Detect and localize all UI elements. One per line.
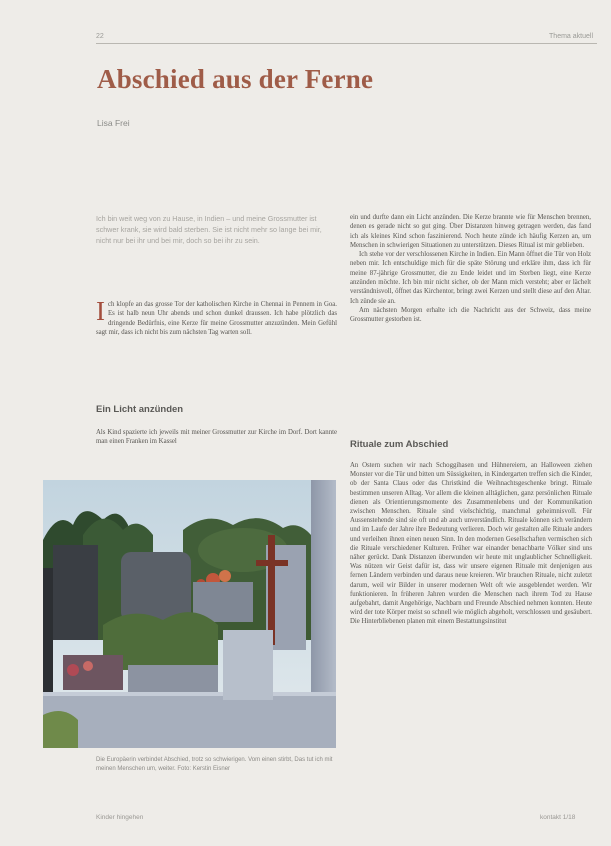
- paragraph: An Ostern suchen wir nach Schoggihasen und Hühnereiern, an Halloween ziehen Monster vor die Tür und bitten um Süssigkeiten, in Kindergarten treffen sich die Kinder, ob der Santa Claus oder das Christkind die Weihnachtsgeschenke bringt. Rituale bestimmen unseren Alltag. Vor allem die kleinen alltäglichen, ganz persönlichen Rituale dienen als Orientierungsmomente des Zusammenlebens und der Kommunikation zwischen Menschen. Rituale sind vielschichtig, manchmal geheimnisvoll. Für Aussenstehende sind sie oft und ab auch unverständlich. Rituale können sich verändern und im Laufe der Jahre ihre Bedeutung verlieren. Doch wir gestalten alle Rituale anders und verleihen ihnen einen neuen Sinn. In den modernen Gesellschaften vermischen sich die Rituale verschiedener Kulturen. Früher war einander benachbarte Völker sind uns näher gerückt. Dank Distanzen überwunden wir heute mit unglaublicher Schnelligkeit. Was nützen wir Geist dafür ist, dass wir unsere eigenen Rituale mit denjenigen aus fernen Ländern verbinden und daraus neue kreieren. Wir brauchen Rituale, nicht zuletzt darum, weil wir Bilder in unserer modernen Welt oft wie ausgeblendet werden. Wir funktionieren. In früheren Jahren wurden die Menschen nach ihrem Tod zu Hause aufgebahrt, damit Angehörige, Nachbarn und Freunde Abschied nehmen konnten. Heute wird der tote Körper meist so schnell wie möglich abgeholt, verschlossen und gesäubert. Die Hinterbliebenen planen mit einem Bestattungsinstitut: [350, 462, 592, 626]
- paragraph: Am nächsten Morgen erhalte ich die Nachricht aus der Schweiz, dass meine Grossmutter gestorben ist.: [350, 306, 591, 324]
- photo-caption: Die Europäerin verbindet Abschied, trotz so schwierigen. Vom einen stirbt, Das tut ich mit meinen Menschen um, weiter. Foto: Kerstin Eisner: [96, 757, 333, 772]
- top-rule: [96, 43, 597, 44]
- cemetery-illustration: [43, 480, 336, 748]
- footer-left: Kinder hingehen: [96, 814, 144, 821]
- paragraph: Als Kind spazierte ich jeweils mit meiner Grossmutter zur Kirche im Dorf. Dort kannte man einen Franken im Kassel: [96, 429, 337, 446]
- section-label: Thema aktuell: [549, 33, 593, 40]
- body-text-col2: [350, 461, 592, 627]
- body-text-col1: [96, 428, 337, 447]
- paragraph: Ich stehe vor der verschlossenen Kirche in Indien. Ein Mann öffnet die Tür von Holz neben mir. Ich entschuldige mich für die späte Störung und erkläre ihm, dass ich für meine 87-jährige Grossmutter, die zu Ende leidet und im Sterben liegt, eine Kerze anzünden möchte. Ich bin mir nicht sicher, ob der Mann mich versteht; aber er lächelt verständnisvoll, öffnet das Kirchentor, bringt zwei Kerzen und stellt diese auf den Altar. Ich zünde sie an.: [350, 251, 591, 305]
- author-name: Lisa Frei: [97, 118, 130, 128]
- intro-text: ch klopfe an das grosse Tor der katholischen Kirche in Chennai in Pennem in Goa. Es ist halb neun Uhr abends und schon dunkel draussen. Ich habe plötzlich das dringende Bedürfnis, eine Kerze für meine Grossmutter anzuzünden. Mein Gefühl sagt mir, dass ich nicht bis zum nächsten Tag warten soll.: [96, 301, 337, 336]
- lead-paragraph: Ich bin weit weg von zu Hause, in Indien – und meine Grossmutter ist schwer krank, sie wird bald sterben. Sie ist nicht mehr so lange bei mir, nicht nur bei ihr und bei mir, doch so bei ihr zu sein.: [96, 214, 322, 245]
- page-number: 22: [96, 33, 104, 40]
- intro-paragraph: [96, 296, 337, 337]
- paragraph: ein und durfte dann ein Licht anzünden. Die Kerze brannte wie für Menschen brennen, denen es gerade nicht so gut ging. Über Distanzen hinweg getragen werden, das fand ich als kleines Kind schon faszinierend. Noch heute zünde ich häufig Kerzen an, um Menschen in schwierigen Situationen zu unterstützen. Dieses Ritual ist mir geblieben.: [350, 214, 591, 249]
- subheading-rituale: Rituale zum Abschied: [350, 439, 449, 450]
- body-text-col2-top: [350, 213, 591, 325]
- footer-right: kontakt 1/18: [540, 814, 576, 821]
- drop-cap: I: [96, 296, 105, 326]
- subheading-licht: Ein Licht anzünden: [96, 404, 184, 415]
- article-title: Abschied aus der Ferne: [97, 64, 374, 94]
- cemetery-photo: [43, 480, 336, 748]
